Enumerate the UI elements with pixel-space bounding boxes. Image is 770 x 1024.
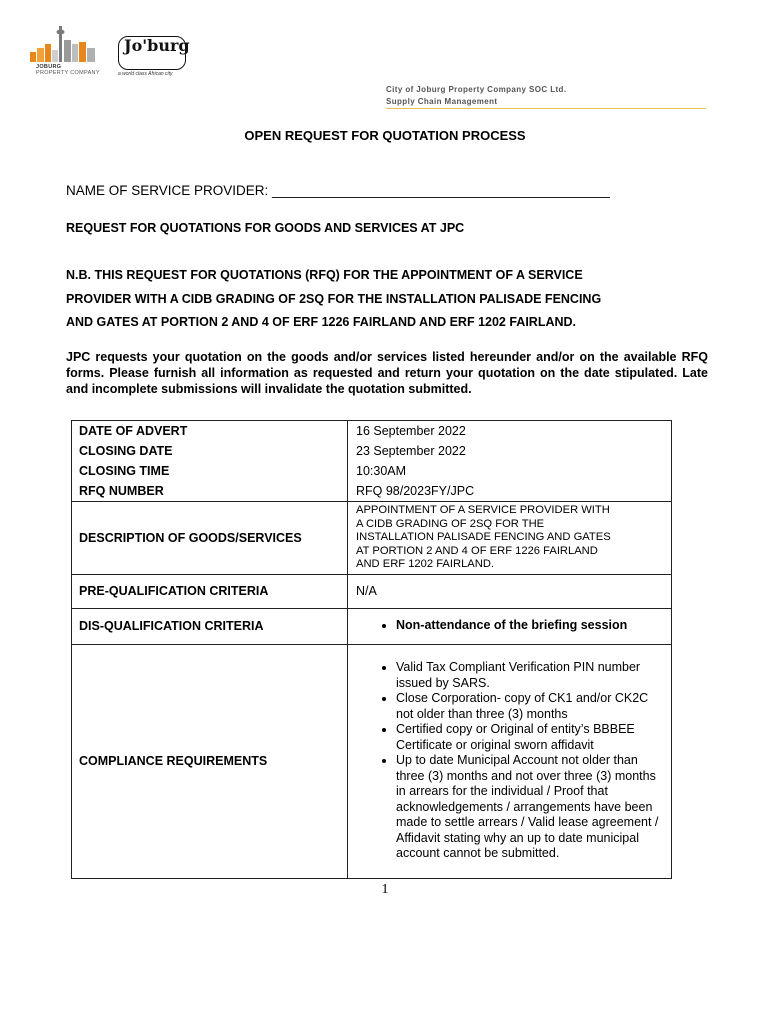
list-item: • Valid Tax Compliant Verification PIN number issued by SARS.	[396, 660, 671, 691]
rfq-details-table	[71, 420, 672, 879]
jpc-logo-line1: JOBURG	[36, 64, 62, 70]
jpc-logo-line2: PROPERTY COMPANY	[36, 70, 100, 76]
description-value	[348, 502, 672, 575]
nb-notice	[66, 264, 716, 335]
date-of-advert-label: DATE OF ADVERT	[72, 421, 348, 442]
intro-paragraph: JPC requests your quotation on the goods and/or services listed hereunder and/or on the available RFQ forms. Please furnish all information as requested and return your quotation on the date stipulated. Late and incomplete submissions will invalidate the quotation submitted.	[66, 350, 708, 396]
service-provider-field: NAME OF SERVICE PROVIDER: _____________________________________________	[66, 183, 610, 198]
joburg-tagline: a world class African city	[118, 71, 173, 77]
joburg-logo: Jo'burg	[124, 36, 190, 55]
dis-qualification-label: DIS-QUALIFICATION CRITERIA	[72, 608, 348, 644]
description-line: AND ERF 1202 FAIRLAND.	[356, 558, 495, 570]
list-item: • Up to date Municipal Account not older than three (3) months and not over three (3) months in arrears for the individual / Proof that acknowledgements / arrangements have been made to settle arrears / Valid lease agreement / Affidavit stating why an up to date municipal account cannot be submitted.	[396, 753, 671, 862]
rfq-number-value: RFQ 98/2023FY/JPC	[348, 481, 672, 502]
list-item: • Close Corporation- copy of CK1 and/or CK2C not older than three (3) months	[396, 691, 671, 722]
nb-line: PROVIDER WITH A CIDB GRADING OF 2SQ FOR THE INSTALLATION PALISADE FENCING	[66, 291, 602, 306]
description-line: APPOINTMENT OF A SERVICE PROVIDER WITH	[356, 504, 610, 516]
page-title: OPEN REQUEST FOR QUOTATION PROCESS	[244, 128, 526, 143]
description-line: A CIDB GRADING OF 2SQ FOR THE	[356, 517, 545, 530]
list-item: • Certified copy or Original of entity’s BBBEE Certificate or original sworn affidavit	[396, 722, 671, 753]
pre-qualification-value: N/A	[348, 574, 672, 608]
pre-qualification-label: PRE-QUALIFICATION CRITERIA	[72, 574, 348, 608]
table-row	[72, 441, 672, 461]
jpc-logo-text	[36, 64, 100, 76]
company-info	[386, 84, 566, 108]
description-label: DESCRIPTION OF GOODS/SERVICES	[72, 502, 348, 575]
description-line: INSTALLATION PALISADE FENCING AND GATES	[356, 531, 611, 543]
rfq-number-label: RFQ NUMBER	[72, 481, 348, 502]
table-row	[72, 481, 672, 502]
company-name: City of Joburg Property Company SOC Ltd.	[386, 85, 567, 94]
table-row	[72, 644, 672, 878]
description-line: AT PORTION 2 AND 4 OF ERF 1226 FAIRLAND	[356, 544, 598, 557]
table-row	[72, 421, 672, 442]
table-row	[72, 574, 672, 608]
table-row	[72, 502, 672, 575]
closing-date-label: CLOSING DATE	[72, 441, 348, 461]
dis-qualification-list	[348, 618, 671, 634]
page-number: 1	[381, 882, 389, 897]
compliance-value	[348, 644, 672, 878]
date-of-advert-value: 16 September 2022	[348, 421, 672, 442]
table-row	[72, 608, 672, 644]
list-item: • Non-attendance of the briefing session	[396, 618, 671, 634]
dis-qualification-value	[348, 608, 672, 644]
rfq-heading: REQUEST FOR QUOTATIONS FOR GOODS AND SERVICES AT JPC	[66, 221, 465, 235]
nb-line: N.B. THIS REQUEST FOR QUOTATIONS (RFQ) FOR THE APPOINTMENT OF A SERVICE	[66, 268, 583, 282]
compliance-list	[348, 660, 671, 862]
closing-date-value: 23 September 2022	[348, 441, 672, 461]
compliance-label: COMPLIANCE REQUIREMENTS	[72, 644, 348, 878]
header-rule	[386, 108, 706, 109]
closing-time-value: 10:30AM	[348, 461, 672, 481]
closing-time-label: CLOSING TIME	[72, 461, 348, 481]
nb-line: AND GATES AT PORTION 2 AND 4 OF ERF 1226 FAIRLAND AND ERF 1202 FAIRLAND.	[66, 315, 577, 329]
table-row	[72, 461, 672, 481]
company-department: Supply Chain Management	[386, 97, 498, 106]
